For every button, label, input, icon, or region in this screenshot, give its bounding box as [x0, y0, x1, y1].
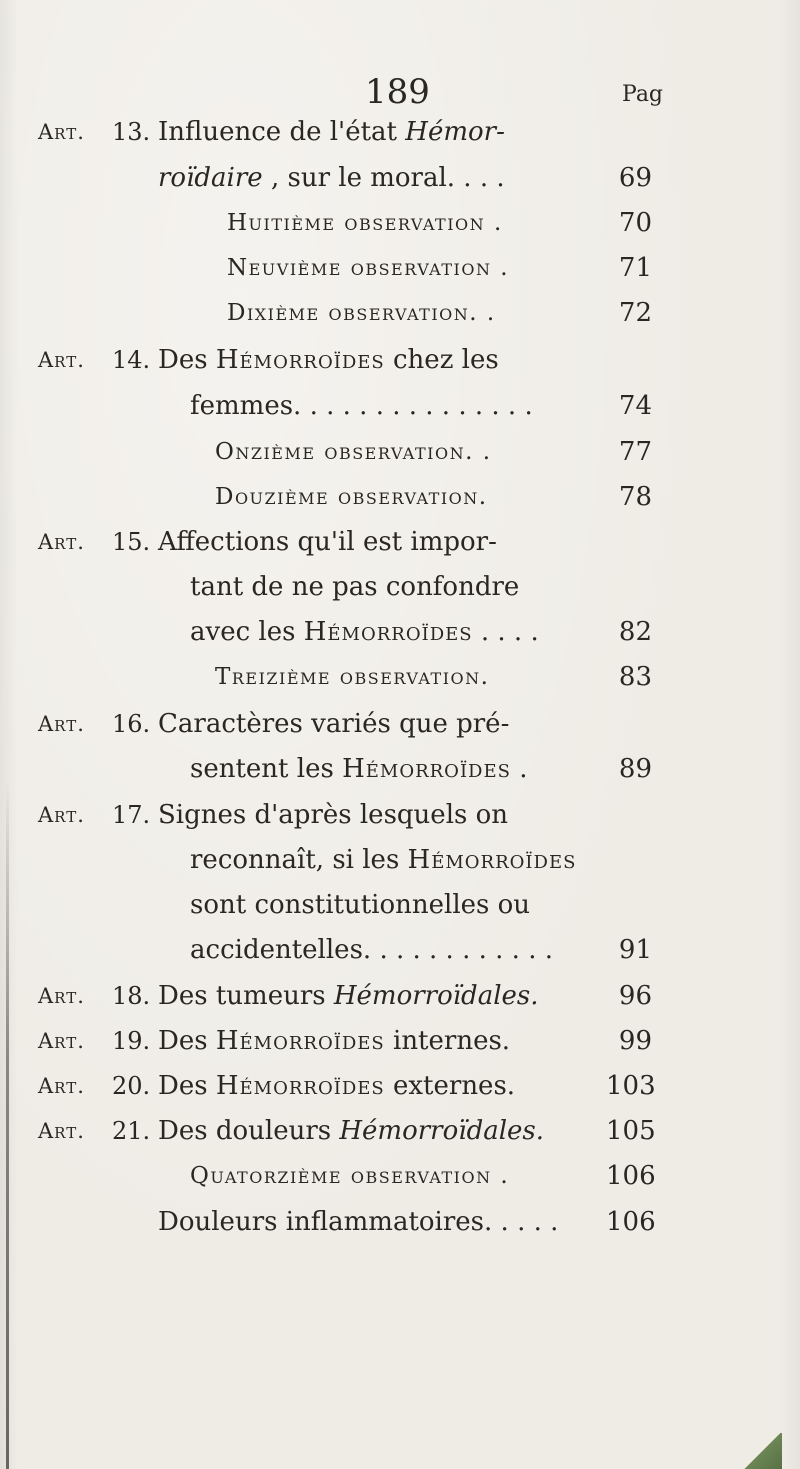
art-label: Art. — [38, 803, 85, 827]
page-ref: 99 — [618, 1026, 652, 1056]
entry-title-line: sentent les Hémorroïdes . — [190, 754, 528, 784]
page-ref: 74 — [618, 391, 652, 421]
art-number: 14. — [112, 346, 151, 374]
art-number: 20. — [112, 1072, 151, 1100]
toc-entry-art-15 — [0, 524, 800, 560]
page-ref: 83 — [618, 662, 652, 692]
art-number: 17. — [112, 801, 151, 829]
entry-title-line: roïdaire , sur le moral. . . . — [158, 163, 505, 193]
toc-entry-art-17-cont — [0, 887, 800, 923]
art-number: 18. — [112, 982, 151, 1010]
entry-title-line: accidentelles. . . . . . . . . . . . — [190, 935, 553, 965]
observation-title: Dixième observation. . — [227, 300, 496, 326]
art-label: Art. — [38, 348, 85, 372]
observation-title: Neuvième observation . — [227, 255, 510, 281]
toc-entry-art-14-cont — [0, 388, 800, 424]
observation-title: Treizième observation. — [215, 664, 490, 690]
entry-title-line: Des tumeurs Hémorroïdales. — [158, 981, 539, 1011]
page-ref: 96 — [618, 981, 652, 1011]
toc-entry-art-21 — [0, 1113, 800, 1149]
toc-observation — [0, 205, 800, 241]
entry-title-line: avec les Hémorroïdes . . . . — [190, 617, 539, 647]
art-number: 15. — [112, 528, 151, 556]
toc-entry-art-14 — [0, 342, 800, 378]
entry-title-line: Des douleurs Hémorroïdales. — [158, 1116, 545, 1146]
art-label: Art. — [38, 1119, 85, 1143]
page-column-header: Pag — [622, 82, 664, 107]
page-ref: 89 — [618, 754, 652, 784]
entry-title-line: Des Hémorroïdes externes. — [158, 1071, 516, 1101]
observation-title: Huitième observation . — [227, 210, 503, 236]
art-label: Art. — [38, 530, 85, 554]
observation-title: Douzième observation. — [215, 484, 488, 510]
observation-title: Onzième observation. . — [215, 439, 492, 465]
entry-title-line: Signes d'après lesquels on — [158, 800, 509, 830]
toc-entry-plain — [0, 1204, 800, 1240]
entry-title-line: femmes. . . . . . . . . . . . . . . — [190, 391, 533, 421]
page-ref: 106 — [606, 1161, 656, 1191]
page-ref: 106 — [606, 1207, 656, 1237]
page-ref: 82 — [618, 617, 652, 647]
toc-entry-art-17-cont — [0, 932, 800, 968]
entry-title-line: reconnaît, si les Hémorroïdes — [190, 845, 577, 875]
toc-observation — [0, 659, 800, 695]
entry-title-line: Caractères variés que pré- — [158, 709, 510, 739]
entry-title-line: Affections qu'il est impor- — [158, 527, 497, 557]
toc-entry-art-13 — [0, 114, 800, 150]
entry-title-line: sont constitutionnelles ou — [190, 890, 531, 920]
page-ref: 78 — [618, 482, 652, 512]
toc-entry-art-15-cont — [0, 569, 800, 605]
toc-entry-art-18 — [0, 978, 800, 1014]
entry-title-line: Douleurs inflammatoires. . . . . — [158, 1207, 559, 1237]
page-ref: 91 — [618, 935, 652, 965]
toc-entry-art-17 — [0, 797, 800, 833]
page-ref: 105 — [606, 1116, 656, 1146]
art-number: 16. — [112, 710, 151, 738]
toc-observation — [0, 295, 800, 331]
page-ref: 103 — [606, 1071, 656, 1101]
observation-title: Quatorzième observation . — [190, 1163, 510, 1189]
toc-observation — [0, 1158, 800, 1194]
page-number: 189 — [365, 72, 430, 112]
art-number: 21. — [112, 1117, 151, 1145]
entry-title-line: Des Hémorroïdes internes. — [158, 1026, 511, 1056]
art-number: 13. — [112, 118, 151, 146]
toc-entry-art-19 — [0, 1023, 800, 1059]
toc-entry-art-17-cont — [0, 842, 800, 878]
toc-observation — [0, 250, 800, 286]
entry-title-line: Des Hémorroïdes chez les — [158, 345, 499, 375]
page-ref: 71 — [618, 253, 652, 283]
toc-entry-art-13-cont — [0, 160, 800, 196]
art-label: Art. — [38, 1074, 85, 1098]
toc-entry-art-15-cont — [0, 614, 800, 650]
page-ref: 72 — [618, 298, 652, 328]
corner-tab-decoration — [742, 1433, 782, 1469]
toc-observation — [0, 479, 800, 515]
toc-observation — [0, 434, 800, 470]
entry-title-line: Influence de l'état Hémor- — [158, 117, 505, 147]
toc-entry-art-16 — [0, 706, 800, 742]
art-label: Art. — [38, 1029, 85, 1053]
toc-entry-art-16-cont — [0, 751, 800, 787]
art-label: Art. — [38, 712, 85, 736]
art-label: Art. — [38, 120, 85, 144]
toc-entry-art-20 — [0, 1068, 800, 1104]
art-number: 19. — [112, 1027, 151, 1055]
page-ref: 69 — [618, 163, 652, 193]
entry-title-line: tant de ne pas confondre — [190, 572, 520, 602]
page-ref: 70 — [618, 208, 652, 238]
page-ref: 77 — [618, 437, 652, 467]
art-label: Art. — [38, 984, 85, 1008]
